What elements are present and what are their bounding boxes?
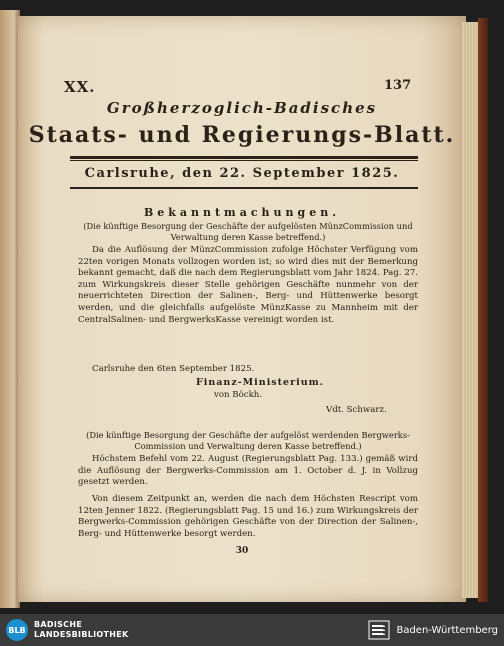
notice1-countersign: Vdt. Schwarz.	[326, 405, 387, 415]
masthead-line-2: Staats- und Regierungs-Blatt.	[28, 122, 456, 148]
library-name	[34, 620, 129, 640]
library-name-line-1: BADISCHE	[34, 620, 83, 629]
masthead-rule	[70, 156, 418, 159]
page-number: 137	[384, 78, 412, 93]
notice1-body: Da die Auflösung der MünzCommission zufolge Höchster Verfügung vom 22ten vorigen Monats vollzogen worden ist; so wird dies mit der Bemerkung bekannt gemacht, daß die nach dem Regierungsblatt vom Jahr 1824. Pag. 27. zum Wirkungskreis dieser Stelle gehörigen Geschäfte nunmehr von der neuerrichteten Direction der Salinen-, Berg- und Hüttenwerke besorgt werden, und die gleichfalls aufgelöste MünzKasse zu Mannheim mit der CentralSalinen- und BergwerksKasse vereinigt worden ist.	[78, 245, 418, 325]
left-page-edge	[0, 10, 20, 608]
baden-wuerttemberg-logo[interactable]	[368, 619, 498, 641]
book-page	[18, 16, 466, 602]
date-rule	[70, 187, 418, 189]
book-cover-edge	[478, 18, 488, 602]
notice1-place-date: Carlsruhe den 6ten September 1825.	[92, 364, 255, 374]
footer-bar	[0, 614, 504, 646]
masthead-line-1: Großherzoglich-Badisches	[106, 99, 378, 117]
masthead-rule-thin	[70, 160, 418, 161]
catchword-signature: 30	[235, 546, 249, 556]
notice1-signer: von Böckh.	[214, 390, 263, 400]
notice1-subject: (Die künftige Besorgung der Geschäfte der aufgelösten MünzCommission und Verwaltung deren Kasse betreffend.)	[83, 221, 413, 242]
state-name: Baden-Württemberg	[396, 624, 498, 636]
three-lions-emblem-icon	[368, 619, 390, 641]
issue-number: XX.	[64, 78, 96, 96]
section-heading: Bekanntmachungen.	[143, 206, 341, 219]
issue-date: Carlsruhe, den 22. September 1825.	[84, 166, 400, 181]
notice2-body-2: Von diesem Zeitpunkt an, werden die nach dem Höchsten Rescript vom 12ten Jenner 1822. (Regierungsblatt Pag. 15 und 16.) zum Wirkungskreis der Bergwerks-Commission gehörigen Geschäfte von der Direction der Salinen-, Berg- und Hüttenwerke besorgt werden.	[78, 494, 418, 539]
notice2-body-1: Höchstem Befehl vom 22. August (Regierungsblatt Pag. 133.) gemäß wird die Auflösung der Bergwerks-Commission am 1. October d. J. in Vollzug gesetzt werden.	[78, 454, 418, 488]
notice1-ministry: Finanz-Ministerium.	[196, 377, 324, 388]
notice2-subject: (Die künftige Besorgung der Geschäfte der aufgelöst werdenden Bergwerks-Commission und Verwaltung deren Kasse betreffend.)	[86, 430, 410, 451]
blb-badge-icon: BLB	[6, 619, 28, 641]
library-name-line-2: LANDESBIBLIOTHEK	[34, 630, 129, 639]
blb-logo[interactable]	[6, 619, 129, 641]
